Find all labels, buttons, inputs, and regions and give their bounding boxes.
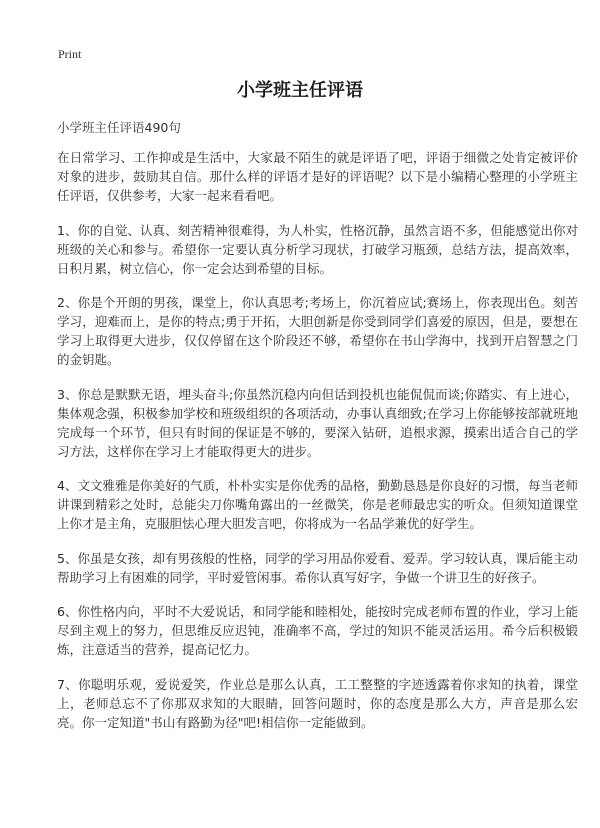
comment-paragraph-3: 3、你总是默默无语，埋头奋斗;你虽然沉稳内向但话到投机也能侃侃而谈;你踏实、有上进心，集体观念强，积极参加学校和班级组织的各项活动，办事认真细致;在学习上你能够按部就班地完成每一个环节，但只有时间的保证是不够的，要深入钻研，追根求源，摸索出适合自己的学习方法，这样你在学习上才能取得更大的进步。 xyxy=(57,386,578,459)
comment-paragraph-1: 1、你的自觉、认真、刻苦精神很难得，为人朴实，性格沉静，虽然言语不多，但能感觉出你对班级的关心和参与。希望你一定要认真分析学习现状，打破学习瓶颈，总结方法，提高效率，日积月累，树立信心，你一定会达到希望的目标。 xyxy=(57,222,578,276)
comment-paragraph-7: 7、你聪明乐观，爱说爱笑，作业总是那么认真，工工整整的字迹透露着你求知的执着，课堂上，老师总忘不了你那双求知的大眼睛，回答问题时，你的态度是那么大方，声音是那么宏亮。你一定知道"书山有路勤为径"吧!相信你一定能做到。 xyxy=(57,676,578,730)
page-title: 小学班主任评语 xyxy=(237,80,363,101)
comment-paragraph-5: 5、你虽是女孩，却有男孩般的性格，同学的学习用品你爱看、爱弄。学习较认真，课后能主动帮助学习上有困难的同学，平时爱管闲事。希你认真写好字，争做一个讲卫生的好孩子。 xyxy=(57,550,578,585)
article-body xyxy=(57,148,578,747)
comment-paragraph-6: 6、你性格内向，平时不大爱说话，和同学能和睦相处，能按时完成老师布置的作业，学习上能尽到主观上的努力，但思维反应迟钝，准确率不高，学过的知识不能灵活运用。希今后积极锻炼，注意适当的营养，提高记忆力。 xyxy=(57,604,578,657)
intro-paragraph: 在日常学习、工作抑或是生活中，大家最不陌生的就是评语了吧，评语于细微之处肯定被评价对象的进步，鼓励其自信。那什么样的评语才是好的评语呢？以下是小编精心整理的小学班主任评语，仅供参考，大家一起来看看吧。 xyxy=(57,150,578,203)
print-link[interactable]: Print xyxy=(58,47,82,61)
comment-paragraph-4: 4、文文雅雅是你美好的气质，朴朴实实是你优秀的品格，勤勤恳恳是你良好的习惯，每当老师讲课到精彩之处时，总能尖刀你嘴角露出的一丝微笑，你是老师最忠实的听众。但须知道课堂上你才是主角，克服胆怯心理大胆发言吧，你将成为一名品学兼优的好学生。 xyxy=(57,478,578,531)
comment-paragraph-2: 2、你是个开朗的男孩，课堂上，你认真思考;考场上，你沉着应试;赛场上，你表现出色。刻苦学习，迎难而上，是你的特点;勇于开拓，大胆创新是你受到同学们喜爱的原因，但是，要想在学习上取得更大进步，仅仅停留在这个阶段还不够，希望你在书山学海中，找到开启智慧之门的金钥匙。 xyxy=(57,295,578,367)
document-subtitle: 小学班主任评语490句 xyxy=(57,120,181,135)
